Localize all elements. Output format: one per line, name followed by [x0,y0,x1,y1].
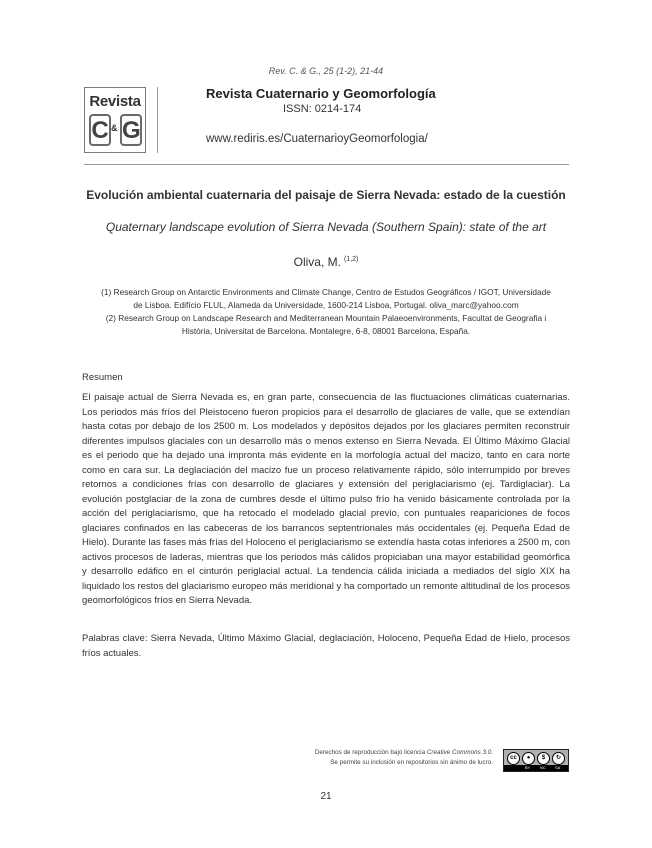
affiliation-2: (2) Research Group on Landscape Research and Mediterranean Mountain Palaeoenvironments, Facultat de Geografia i Història, Universitat de Barcelona. Montalegre, 6-8, 08001 Barcelona, España. [105,313,547,336]
license-line-2: Se permite su inclusión en repositorios sin ánimo de lucro. [330,759,493,766]
abstract-body: El paisaje actual de Sierra Nevada es, en gran parte, consecuencia de las fluctuaciones climáticas cuaternarias. Los periodos más fríos del Pleistoceno fueron propicios para el desarrollo de glaciares de valle, que se extendían hasta cotas por debajo de los 2500 m. Los modelados y depósitos dejados por los glaciares permiten reconstruir diferentes impulsos glaciales con un desarrollo más o menos extenso en Sierra Nevada. El Último Máximo Glacial es el periodo que ha dejado una impronta más evidente en la morfología actual del macizo, tanto en cara norte como en cara sur. La deglaciación del macizo fue un proceso relativamente rápido, sólo interrumpido por breves retornos a condiciones frías con desarrollo de glaciares y extensión del periglaciarismo (ej. Tardiglaciar). La evolución postglaciar de la zona de cumbres desde el último pulso frío ha venido básicamente controlada por la acción del periglaciarismo, que ha retocado el modelado glacial previo, con puntuales reapariciones de focos glaciares confinados en las cabeceras de los barrancos septentrionales más occidentales (ej. Pequeña Edad de Hielo). Durante las fases más frías del Holoceno el periglaciarismo se extendía hasta cotas inferiores a 2500 m, con activos procesos de laderas, mientras que los periodos más cálidos propiciaban una mayor estabilidad geomórfica y desarrollo edáfico en el cinturón periglacial actual. La tendencia cálida iniciada a mediados del siglo XIX ha liquidado los restos del glaciarismo europeo más meridional y ha comportado un remonte altitudinal de los procesos geomorfológicos fríos en Sierra Nevada. [82,392,570,606]
author-name: Oliva, M. [293,255,341,269]
running-head: Rev. C. & G., 25 (1-2), 21-44 [268,66,384,76]
logo-letter-c: C [89,114,111,146]
header-divider-vertical [157,87,158,153]
keywords: Palabras clave: Sierra Nevada, Último Máximo Glacial, deglaciación, Holoceno, Pequeña Edad de Hielo, procesos fríos actuales. [82,633,570,659]
sharealike-icon: ↻ [552,752,565,765]
nc-label: NC [540,765,546,770]
attribution-icon: ● [522,752,535,765]
license-notice [250,748,493,768]
journal-title: Revista Cuaternario y Geomorfología [206,86,436,101]
journal-website-link[interactable]: www.rediris.es/CuaternarioyGeomorfologia/ [206,133,428,145]
sa-label: SA [555,765,561,770]
header-divider-horizontal [84,164,569,165]
logo-ampersand: & [111,123,118,133]
affiliation-1: (1) Research Group on Antarctic Environments and Climate Change, Centro de Estudos Geográficos / IGOT, Universidade de Lisboa. Edifício FLUL, Alameda da Universidade, 1600-214 Lisboa, Portugal. oliva_marc@yahoo.com [101,287,551,310]
cc-icon: cc [507,752,520,765]
logo-letter-g: G [120,114,142,146]
creative-commons-badge[interactable] [503,749,569,772]
license-name: Creative Commons 3.0. [426,749,493,756]
author-affiliation-marks: (1,2) [343,256,359,263]
article-title-english: Quaternary landscape evolution of Sierra Nevada (Southern Spain): state of the art [105,220,547,234]
article-title-spanish: Evolución ambiental cuaternaria del paisaje de Sierra Nevada: estado de la cuestión [86,188,566,202]
license-line-1: Derechos de reproducción bajo licencia Creative Commons 3.0. [314,749,493,756]
by-label: BY [525,765,531,770]
journal-logo [84,87,146,153]
author-line [0,255,652,269]
page-number: 21 [320,791,332,802]
journal-issn: ISSN: 0214-174 [283,103,362,115]
logo-text: Revista [89,93,141,110]
noncommercial-icon: $ [537,752,550,765]
abstract-heading: Resumen [82,372,123,383]
